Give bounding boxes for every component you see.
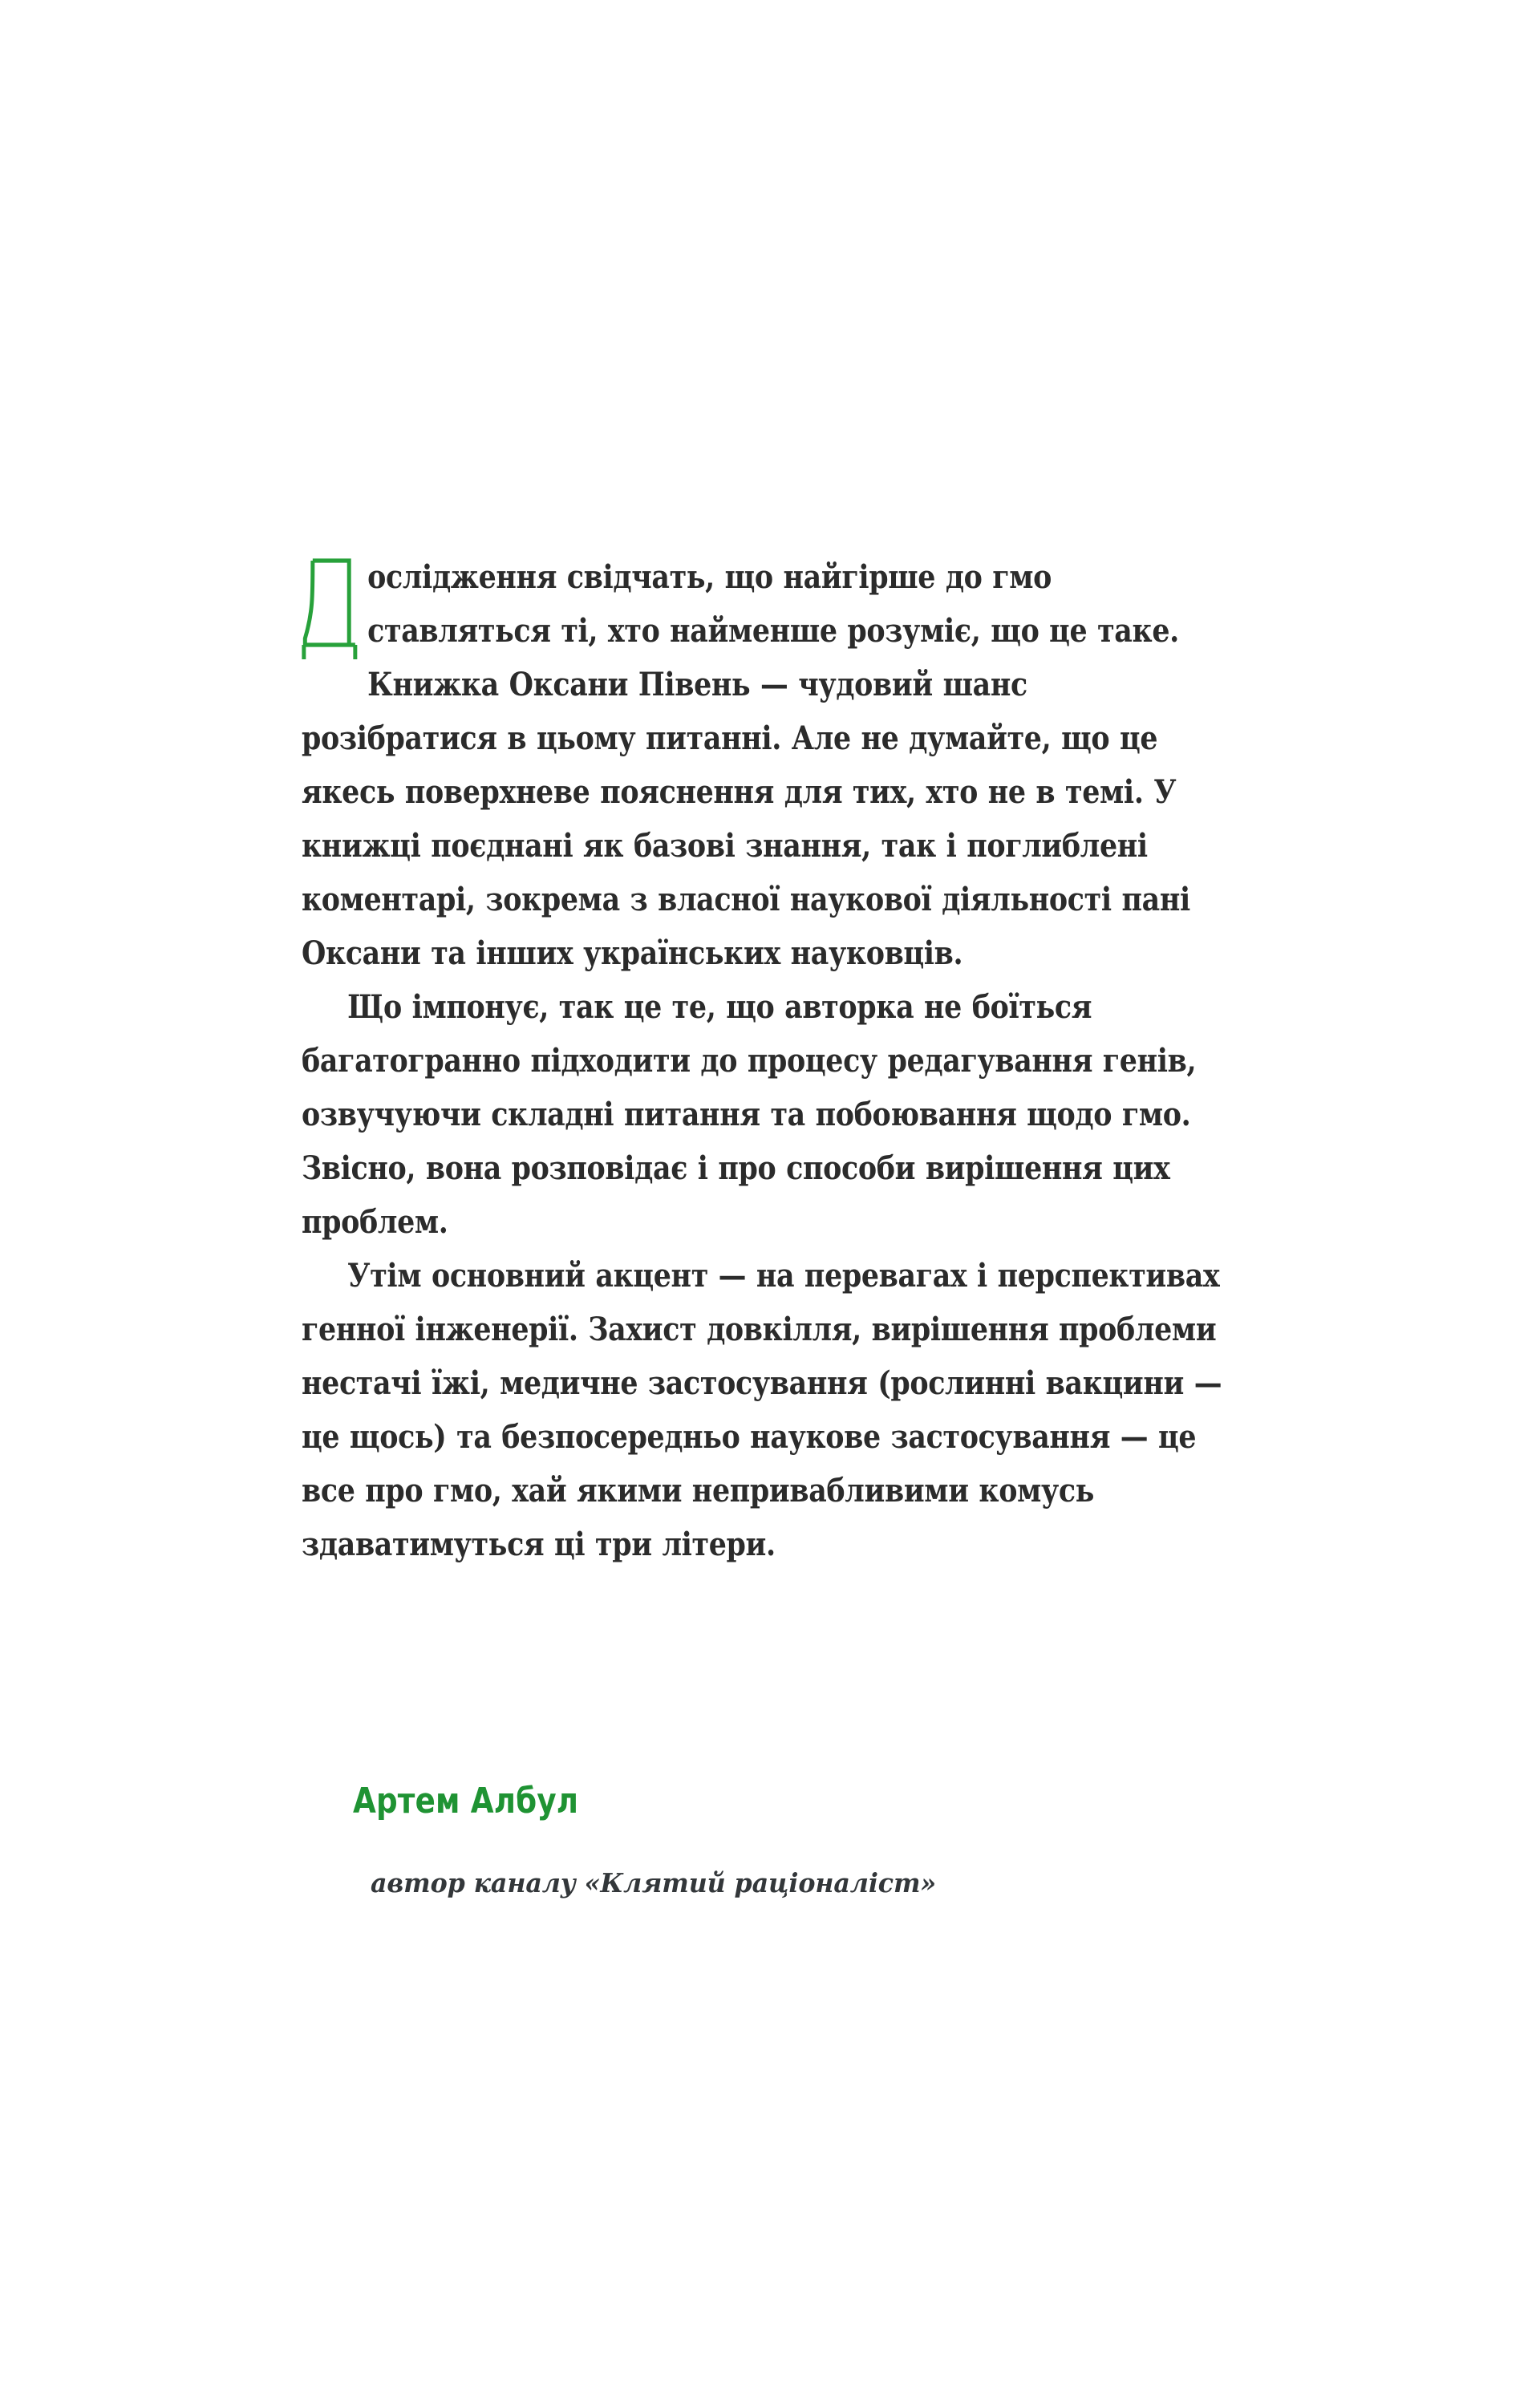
foreword-text-column (302, 550, 1274, 1571)
body-paragraph-3: Утім основний акцент — на перевагах і перспективах генної інженерії. Захист довкілля, вирішення проблеми нестачі їжі, медичне застосування (рослинні вакцини — це щось) та безпосередньо наукове застосування — це все про гмо, хай якими непривабливими комусь здаватимуться ці три літери. (302, 1256, 1222, 1563)
signature-block (353, 1779, 1235, 1901)
dropcap-letter-d-icon (302, 555, 357, 663)
author-name: Артем Албул (353, 1781, 579, 1822)
body-paragraph-2: Що імпонує, так це те, що авторка не боїться багатогранно підходити до процесу редагування генів, озвучуючи складні питання та побоювання щодо гмо. Звісно, вона розповідає і про способи вирішення цих проблем. (302, 987, 1197, 1241)
body-paragraph-1-text: ослідження свідчать, що найгірше до гмо ставляться ті, хто найменше розуміє, що це таке. Книжка Оксани Півень — чудовий шанс розібратися в цьому питанні. Але не думайте, що це якесь поверхневе пояснення для тих, хто не в темі. У книжці поєднані як базові знання, так і поглиблені коментарі, зокрема з власної наукової діяльності пані Оксани та інших українських науковців. (302, 557, 1190, 972)
author-role: автор каналу «Клятий раціоналіст» (371, 1867, 937, 1899)
body-paragraph-1 (302, 550, 1230, 980)
